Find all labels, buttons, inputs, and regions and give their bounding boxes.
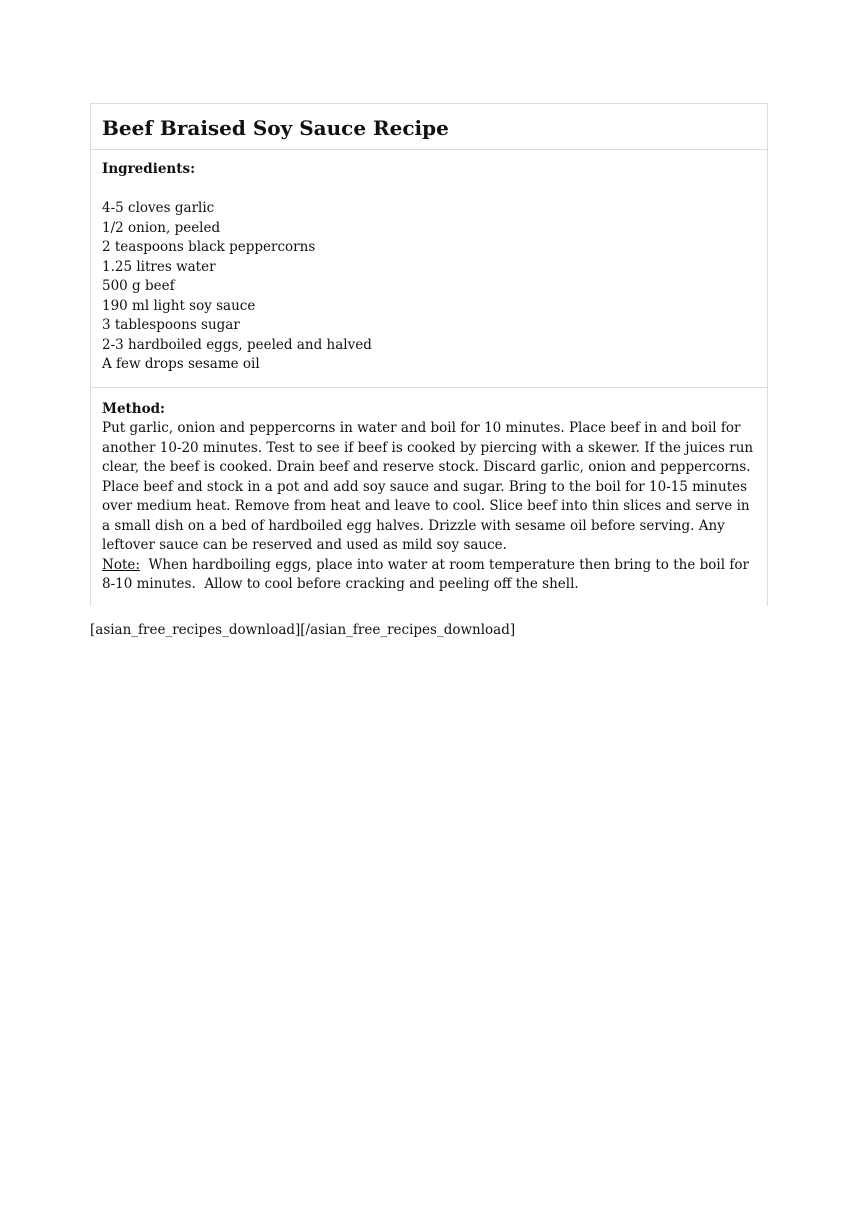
ingredient-item: 4-5 cloves garlic [102, 200, 215, 216]
note-label: Note: [102, 556, 140, 573]
ingredient-list [102, 199, 756, 375]
ingredients-heading: Ingredients: [102, 161, 196, 177]
ingredient-item: 500 g beef [102, 278, 175, 294]
ingredient-item: 2-3 hardboiled eggs, peeled and halved [102, 336, 372, 353]
ingredient-item: 190 ml light soy sauce [102, 297, 256, 314]
method-section [91, 387, 767, 606]
recipe-card [90, 103, 768, 606]
note-text: When hardboiling eggs, place into water at room temperature then bring to the boil for 8-10 minutes. Allow to cool before cracking and peeling off the shell. [102, 556, 754, 592]
download-shortcode: [asian_free_recipes_download][/asian_free_recipes_download] [90, 622, 516, 638]
ingredient-item: A few drops sesame oil [102, 356, 260, 372]
method-heading: Method: [102, 400, 166, 417]
ingredient-item: 1.25 litres water [102, 258, 216, 275]
ingredient-item: 2 teaspoons black peppercorns [102, 239, 316, 255]
ingredient-item: 3 tablespoons sugar [102, 317, 240, 333]
note-paragraph [102, 556, 756, 595]
ingredient-item: 1/2 onion, peeled [102, 219, 221, 236]
recipe-title: Beef Braised Soy Sauce Recipe [91, 104, 767, 150]
ingredients-spacer [102, 180, 756, 200]
method-text: Put garlic, onion and peppercorns in water and boil for 10 minutes. Place beef in and boil for another 10-20 minutes. Test to see if beef is cooked by piercing with a skewer. If the juices run clear, the beef is cooked. Drain beef and reserve stock. Discard garlic, onion and peppercorns. Place beef and stock in a pot and add soy sauce and sugar. Bring to the boil for 10-15 minutes over medium heat. Remove from heat and leave to cool. Slice beef into thin slices and serve in a small dish on a bed of hardboiled egg halves. Drizzle with sesame oil before serving. Any leftover sauce can be reserved and used as mild soy sauce. [102, 420, 754, 553]
ingredients-section [91, 150, 767, 387]
